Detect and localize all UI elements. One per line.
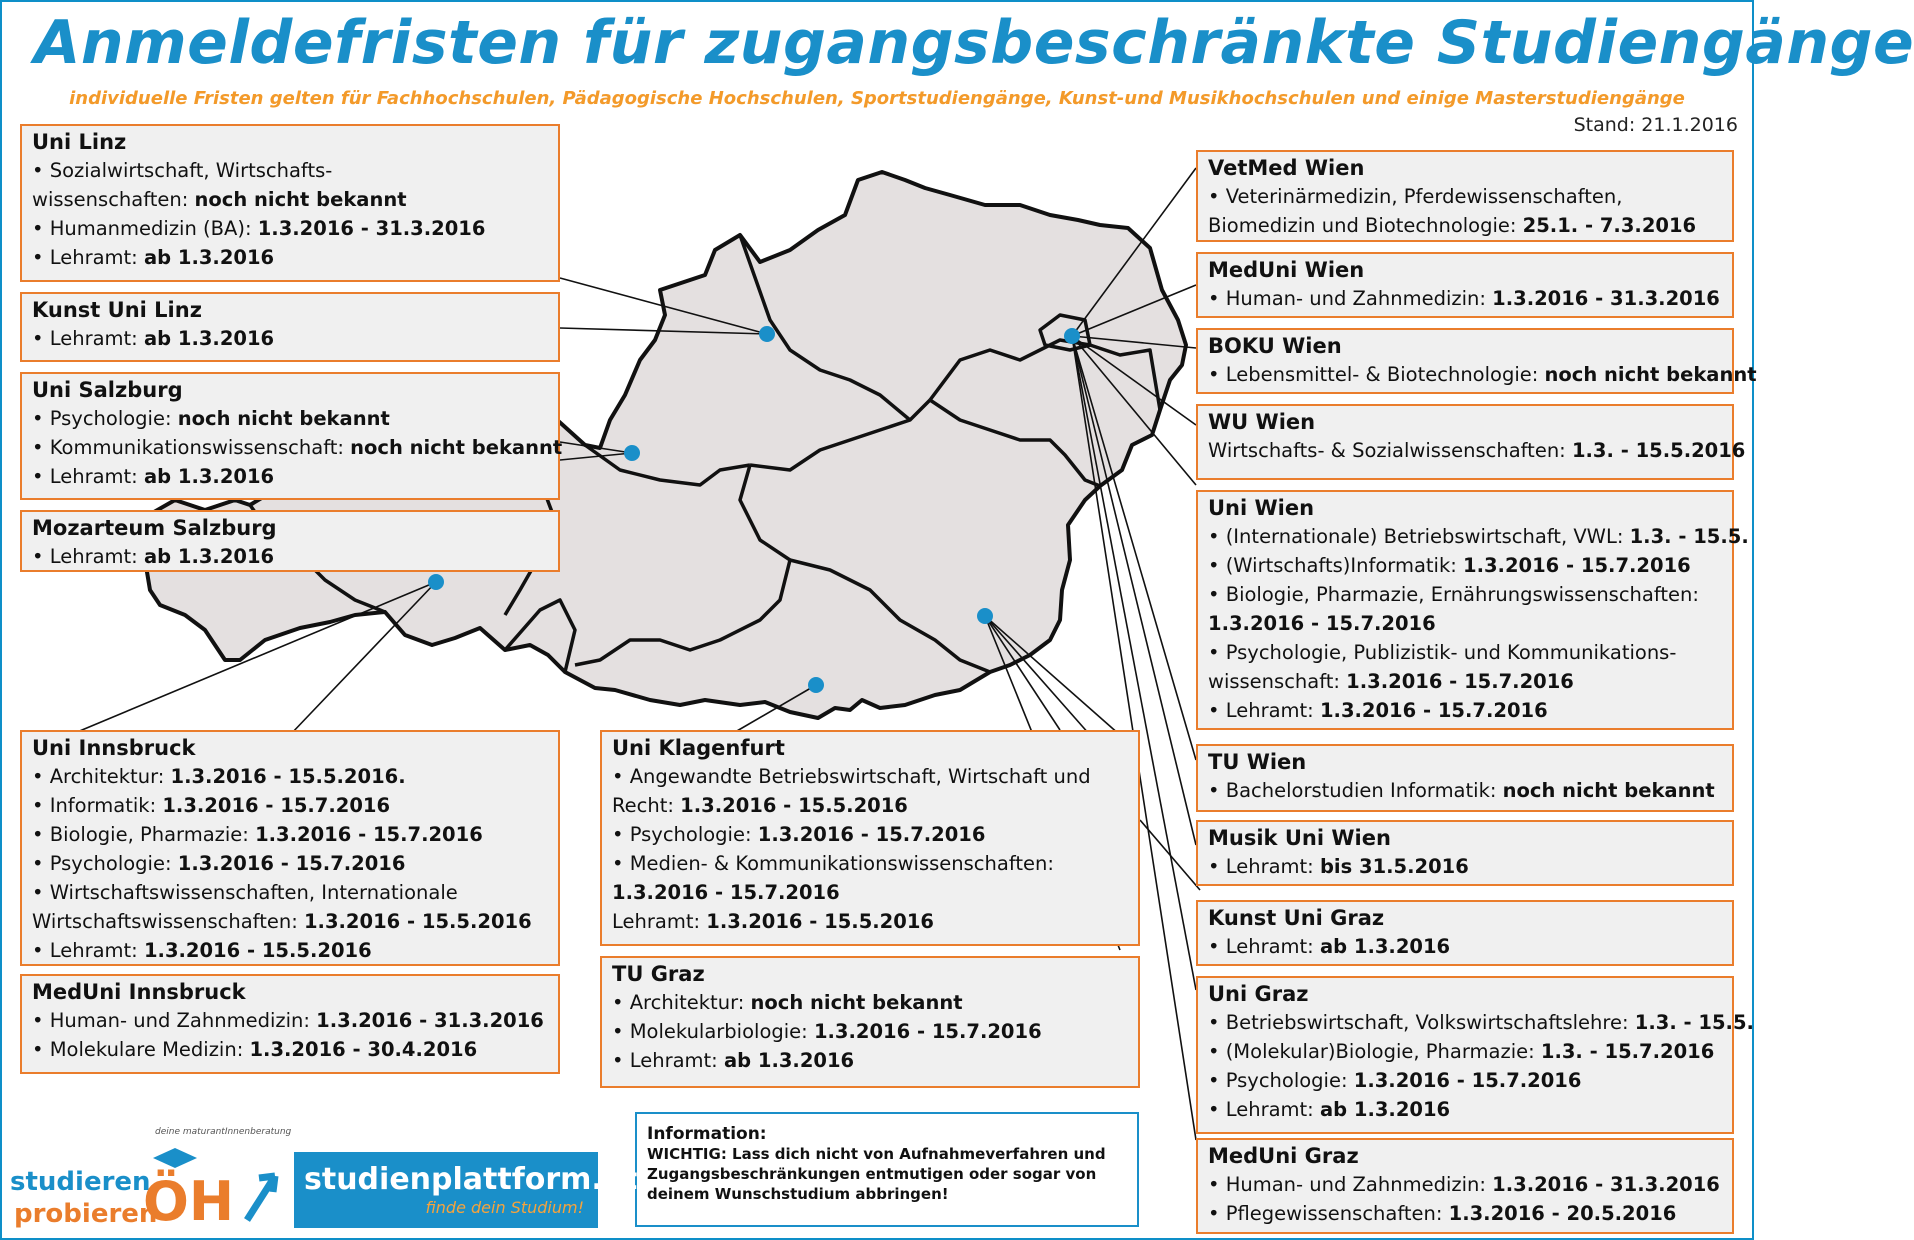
- logo-probieren-text: probieren: [14, 1199, 158, 1229]
- line-label: • Lehramt:: [1208, 935, 1320, 958]
- box-line: [32, 404, 548, 433]
- line-date: noch nicht bekannt: [194, 188, 407, 211]
- box-title: WU Wien: [1208, 410, 1316, 434]
- line-date: 1.3.2016 - 15.7.2016: [162, 794, 391, 817]
- box-title: MedUni Innsbruck: [32, 980, 246, 1004]
- box-line: [32, 936, 548, 965]
- box-line: [1208, 852, 1722, 881]
- line-label: • Molekularbiologie:: [612, 1020, 814, 1043]
- box-line: [1208, 360, 1757, 389]
- box-line: [612, 878, 1128, 907]
- line-date: 1.3. - 15.5.: [1629, 525, 1749, 548]
- box-title: Uni Wien: [1208, 496, 1315, 520]
- box-line: [1208, 932, 1722, 961]
- line-date: 1.3. - 15.5.2016: [1571, 439, 1746, 462]
- box-uni-graz: [1196, 976, 1754, 1134]
- line-label: • Lebensmittel- & Biotechnologie:: [1208, 363, 1545, 386]
- line-label: • Kommunikationswissenschaft:: [32, 436, 351, 459]
- box-line: [1208, 1170, 1722, 1199]
- box-line: [1208, 182, 1722, 211]
- box-line: [32, 433, 563, 462]
- box-line: [32, 324, 548, 353]
- box-kunst-uni-linz: [20, 292, 560, 362]
- box-musik-uni-wien: [1196, 820, 1734, 886]
- line-date: 25.1. - 7.3.2016: [1522, 214, 1697, 237]
- box-line: [1208, 1037, 1722, 1066]
- line-label: wissenschaften:: [32, 188, 195, 211]
- line-date: 1.3.2016 - 20.5.2016: [1448, 1202, 1677, 1225]
- line-label: • Veterinärmedizin, Pferdewissenschaften,: [1208, 185, 1623, 208]
- line-label: Wirtschafts- & Sozialwissenschaften:: [1208, 439, 1572, 462]
- dot-wien: [1064, 328, 1080, 344]
- line-date: 1.3.2016 - 15.7.2016: [1346, 670, 1574, 693]
- line-label: • Angewandte Betriebswirtschaft, Wirtschaft und: [612, 765, 1091, 788]
- line-label: • Sozialwirtschaft, Wirtschafts-: [32, 159, 333, 182]
- box-title: VetMed Wien: [1208, 156, 1365, 180]
- box-line: [1208, 436, 1746, 465]
- line-date: 1.3.2016 - 15.7.2016: [255, 823, 483, 846]
- box-line: [612, 1046, 1128, 1075]
- line-date: noch nicht bekannt: [750, 991, 963, 1014]
- box-line: [32, 907, 548, 936]
- line-date: ab 1.3.2016: [1319, 1098, 1451, 1121]
- box-meduni-innsbruck: [20, 974, 560, 1074]
- box-line: [1208, 551, 1722, 580]
- box-title: Musik Uni Wien: [1208, 826, 1391, 850]
- oeh-text: ÖH: [143, 1170, 235, 1233]
- box-wu-wien: [1196, 404, 1746, 480]
- line-date: noch nicht bekannt: [1544, 363, 1757, 386]
- studienplattform-slogan: finde dein Studium!: [425, 1198, 584, 1217]
- line-label: • Humanmedizin (BA):: [32, 217, 258, 240]
- line-label: Lehramt:: [612, 910, 707, 933]
- line-label: • Human- und Zahnmedizin:: [1208, 1173, 1493, 1196]
- box-line: [32, 820, 548, 849]
- box-line: [612, 820, 1128, 849]
- box-line: [32, 214, 548, 243]
- line-label: • Psychologie:: [32, 852, 178, 875]
- box-vetmed-wien: [1196, 150, 1734, 242]
- box-line: [1208, 284, 1722, 313]
- line-label: • (Internationale) Betriebswirtschaft, VWL:: [1208, 525, 1630, 548]
- info-text: WICHTIG: Lass dich nicht von Aufnahmeverfahren und Zugangsbeschränkungen entmutigen oder sogar von deinem Wunschstudium abbringen!: [647, 1145, 1106, 1203]
- line-label: • Human- und Zahnmedizin:: [32, 1009, 317, 1032]
- box-mozarteum-salzburg: [20, 510, 560, 572]
- box-line: [32, 791, 548, 820]
- box-line: [1208, 609, 1722, 638]
- line-label: Biomedizin und Biotechnologie:: [1208, 214, 1523, 237]
- arrow-icon: [247, 1176, 275, 1220]
- line-label: • Lehramt:: [32, 327, 144, 350]
- line-label: • Biologie, Pharmazie, Ernährungswissenschaften:: [1208, 583, 1699, 606]
- box-line: [32, 878, 548, 907]
- box-line: [32, 1006, 548, 1035]
- box-line: [1208, 638, 1722, 667]
- line-label: • Biologie, Pharmazie:: [32, 823, 256, 846]
- line-label: • (Wirtschafts)Informatik:: [1208, 554, 1464, 577]
- line-label: • Medien- & Kommunikationswissenschaften:: [612, 852, 1054, 875]
- graduation-cap-icon: [153, 1148, 197, 1168]
- box-line: [1208, 1066, 1722, 1095]
- line-label: • Informatik:: [32, 794, 163, 817]
- box-title: Kunst Uni Graz: [1208, 906, 1385, 930]
- oeh-logo: [135, 1120, 292, 1233]
- box-title: BOKU Wien: [1208, 334, 1342, 358]
- page-title: Anmeldefristen für zugangsbeschränkte Studiengänge: [34, 8, 1914, 78]
- line-date: 1.3.2016 - 31.3.2016: [1492, 287, 1720, 310]
- oeh-tagline: deine maturantInnenberatung: [155, 1127, 292, 1137]
- line-date: ab 1.3.2016: [1319, 935, 1451, 958]
- dot-innsbruck: [428, 574, 444, 590]
- box-line: [1208, 1199, 1722, 1228]
- line-label: • Psychologie, Publizistik- und Kommunikations-: [1208, 641, 1677, 664]
- studienplattform-logo: [294, 1152, 638, 1228]
- box-uni-innsbruck: [20, 730, 560, 966]
- box-title: Mozarteum Salzburg: [32, 516, 277, 540]
- line-label: wissenschaft:: [1208, 670, 1347, 693]
- line-label: • Architektur:: [612, 991, 751, 1014]
- box-title: Kunst Uni Linz: [32, 298, 202, 322]
- line-date: 1.3.2016 - 15.5.2016: [680, 794, 908, 817]
- box-tu-wien: [1196, 744, 1734, 812]
- page-subtitle: individuelle Fristen gelten für Fachhochschulen, Pädagogische Hochschulen, Sportstudiengänge, Kunst-und Musikhochschulen und einige Masterstudiengänge: [69, 88, 1685, 109]
- line-date: 1.3.2016 - 15.7.2016: [757, 823, 986, 846]
- box-line: [612, 791, 1128, 820]
- line-date: 1.3.2016 - 31.3.2016: [316, 1009, 544, 1032]
- box-meduni-graz: [1196, 1138, 1734, 1234]
- box-title: Uni Graz: [1208, 982, 1309, 1006]
- line-label: Wirtschaftswissenschaften:: [32, 910, 304, 933]
- line-label: • Betriebswirtschaft, Volkswirtschaftslehre:: [1208, 1011, 1635, 1034]
- box-line: [612, 762, 1128, 791]
- line-date: 1.3. - 15.7.2016: [1540, 1040, 1715, 1063]
- line-date: 1.3.2016 - 15.7.2016: [1319, 699, 1548, 722]
- box-line: [1208, 667, 1722, 696]
- line-date: ab 1.3.2016: [723, 1049, 855, 1072]
- box-title: Uni Salzburg: [32, 378, 183, 402]
- box-line: [612, 1017, 1128, 1046]
- dot-klagenfurt: [808, 677, 824, 693]
- line-date: 1.3.2016 - 15.5.2016: [706, 910, 934, 933]
- line-date: 1.3.2016 - 15.7.2016: [612, 881, 840, 904]
- line-date: 1.3.2016 - 15.7.2016: [1353, 1069, 1582, 1092]
- line-label: • Human- und Zahnmedizin:: [1208, 287, 1493, 310]
- line-date: noch nicht bekannt: [350, 436, 563, 459]
- line-label: • Psychologie:: [1208, 1069, 1354, 1092]
- box-line: [1208, 522, 1749, 551]
- line-label: • Lehramt:: [32, 246, 144, 269]
- line-date: 1.3.2016 - 15.5.2016.: [170, 765, 406, 788]
- box-uni-linz: [20, 124, 560, 282]
- line-date: noch nicht bekannt: [1502, 779, 1715, 802]
- box-line: [1208, 1095, 1722, 1124]
- line-date: 1.3.2016 - 15.7.2016: [1208, 612, 1436, 635]
- box-line: [32, 849, 548, 878]
- line-date: 1.3.2016 - 15.5.2016: [303, 910, 532, 933]
- box-line: [1208, 580, 1722, 609]
- box-title: Uni Linz: [32, 130, 127, 154]
- box-line: [32, 542, 548, 571]
- line-label: • Lehramt:: [32, 465, 144, 488]
- dot-salzburg: [624, 445, 640, 461]
- box-title: Uni Innsbruck: [32, 736, 196, 760]
- logo-studieren-text: studieren: [10, 1167, 151, 1197]
- line-label: • Bachelorstudien Informatik:: [1208, 779, 1503, 802]
- box-line: [32, 243, 548, 272]
- box-title: MedUni Graz: [1208, 1144, 1359, 1168]
- line-label: • Lehramt:: [1208, 699, 1320, 722]
- box-kunst-uni-graz: [1196, 900, 1734, 966]
- line-label: • Architektur:: [32, 765, 171, 788]
- line-date: noch nicht bekannt: [177, 407, 390, 430]
- box-line: [1208, 1008, 1754, 1037]
- line-date: 1.3.2016 - 30.4.2016: [249, 1038, 478, 1061]
- box-line: [1208, 211, 1722, 240]
- line-date: ab 1.3.2016: [143, 327, 275, 350]
- box-line: [1208, 696, 1722, 725]
- line-label: • (Molekular)Biologie, Pharmazie:: [1208, 1040, 1541, 1063]
- box-line: [612, 907, 1128, 936]
- line-label: • Psychologie:: [32, 407, 178, 430]
- line-date: bis 31.5.2016: [1319, 855, 1469, 878]
- studieren-probieren-logo: [8, 1150, 158, 1230]
- line-date: ab 1.3.2016: [143, 465, 275, 488]
- line-date: 1.3. - 15.5.: [1634, 1011, 1754, 1034]
- box-tu-graz: [600, 956, 1140, 1088]
- line-date: 1.3.2016 - 15.7.2016: [1463, 554, 1691, 577]
- box-boku-wien: [1196, 328, 1757, 394]
- line-label: • Pflegewissenschaften:: [1208, 1202, 1449, 1225]
- box-line: [32, 1035, 548, 1064]
- box-meduni-wien: [1196, 252, 1734, 318]
- line-label: Recht:: [612, 794, 681, 817]
- line-label: • Lehramt:: [1208, 1098, 1320, 1121]
- line-date: 1.3.2016 - 15.7.2016: [813, 1020, 1042, 1043]
- line-label: • Psychologie:: [612, 823, 758, 846]
- info-heading: Information:: [647, 1124, 767, 1144]
- box-title: Uni Klagenfurt: [612, 736, 785, 760]
- box-uni-wien: [1196, 490, 1749, 730]
- info-box: [635, 1112, 1139, 1227]
- dot-graz: [977, 608, 993, 624]
- box-line: [612, 988, 1128, 1017]
- line-date: 1.3.2016 - 31.3.2016: [1492, 1173, 1720, 1196]
- line-label: • Wirtschaftswissenschaften, Internationale: [32, 881, 458, 904]
- line-date: ab 1.3.2016: [143, 545, 275, 568]
- line-date: ab 1.3.2016: [143, 246, 275, 269]
- box-title: TU Graz: [612, 962, 705, 986]
- studienplattform-text: studienplattform.at: [304, 1162, 638, 1197]
- line-label: • Molekulare Medizin:: [32, 1038, 250, 1061]
- line-label: • Lehramt:: [612, 1049, 724, 1072]
- box-line: [612, 849, 1128, 878]
- stand-date: Stand: 21.1.2016: [1573, 114, 1738, 136]
- dot-linz: [759, 326, 775, 342]
- box-title: TU Wien: [1208, 750, 1307, 774]
- line-date: 1.3.2016 - 31.3.2016: [257, 217, 486, 240]
- box-line: [1208, 776, 1722, 805]
- line-label: • Lehramt:: [32, 545, 144, 568]
- box-title: MedUni Wien: [1208, 258, 1365, 282]
- box-uni-salzburg: [20, 372, 563, 500]
- box-line: [32, 185, 548, 214]
- box-line: [32, 156, 548, 185]
- line-label: • Lehramt:: [1208, 855, 1320, 878]
- line-label: • Lehramt:: [32, 939, 144, 962]
- line-date: 1.3.2016 - 15.7.2016: [177, 852, 406, 875]
- box-uni-klagenfurt: [600, 730, 1140, 946]
- line-date: 1.3.2016 - 15.5.2016: [143, 939, 372, 962]
- box-line: [32, 762, 548, 791]
- box-line: [32, 462, 548, 491]
